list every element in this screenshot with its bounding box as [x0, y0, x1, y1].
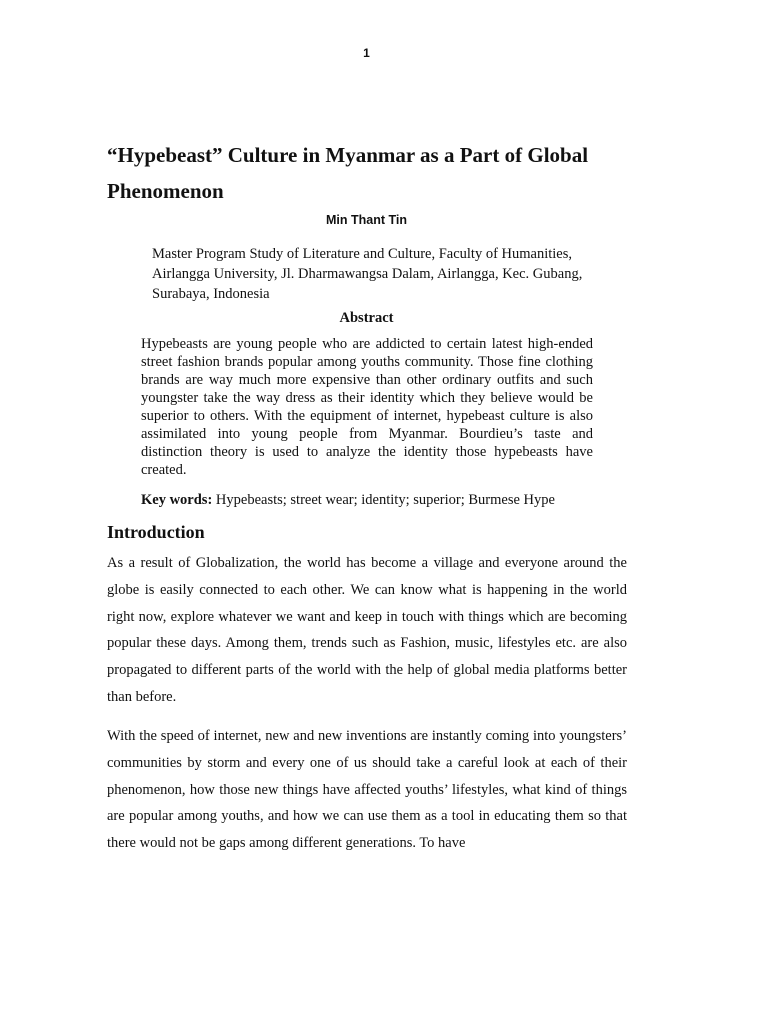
- author-affiliation: Master Program Study of Literature and Culture, Faculty of Humanities, Airlangga University, Jl. Dharmawangsa Dalam, Airlangga, Kec. Gubang, Surabaya, Indonesia: [152, 246, 583, 302]
- introduction-paragraph: As a result of Globalization, the world has become a village and everyone around the globe is easily connected to each other. We can know what is happening in the world right now, explore whatever we want and keep in touch with things which are becoming popular these days. Among them, trends such as Fashion, music, lifestyles etc. are also propagated to different parts of the world with the help of global media platforms better than before.: [107, 555, 627, 705]
- author-name: Min Thant Tin: [325, 213, 407, 227]
- abstract-body: Hypebeasts are young people who are addicted to certain latest high-ended street fashion brands popular among youths community. Those fine clothing brands are way much more expensive than other ordinary outfits and such youngster take the way dress as their identity which they believe would be superior to others. With the equipment of internet, hypebeast culture is also assimilated into young people from Myanmar. Bourdieu’s taste and distinction theory is used to analyze the identity those hypebeasts have created.: [141, 336, 593, 478]
- keywords-label: Key words:: [141, 492, 213, 508]
- keywords-value: Hypebeasts; street wear; identity; superior; Burmese Hype: [212, 492, 555, 508]
- keywords-line: [141, 491, 601, 509]
- paper-title: “Hypebeast” Culture in Myanmar as a Part of Global Phenomenon: [107, 143, 589, 203]
- page-number: 1: [363, 46, 370, 60]
- introduction-heading: Introduction: [107, 522, 205, 542]
- abstract-heading: Abstract: [339, 310, 394, 326]
- introduction-paragraph: With the speed of internet, new and new inventions are instantly coming into youngsters’ communities by storm and every one of us should take a careful look at each of their phenomenon, how those new things have affected youths’ lifestyles, what kind of things are popular among youths, and how we can use them as a tool in educating them so that there would not be gaps among different generations. To have: [107, 728, 627, 852]
